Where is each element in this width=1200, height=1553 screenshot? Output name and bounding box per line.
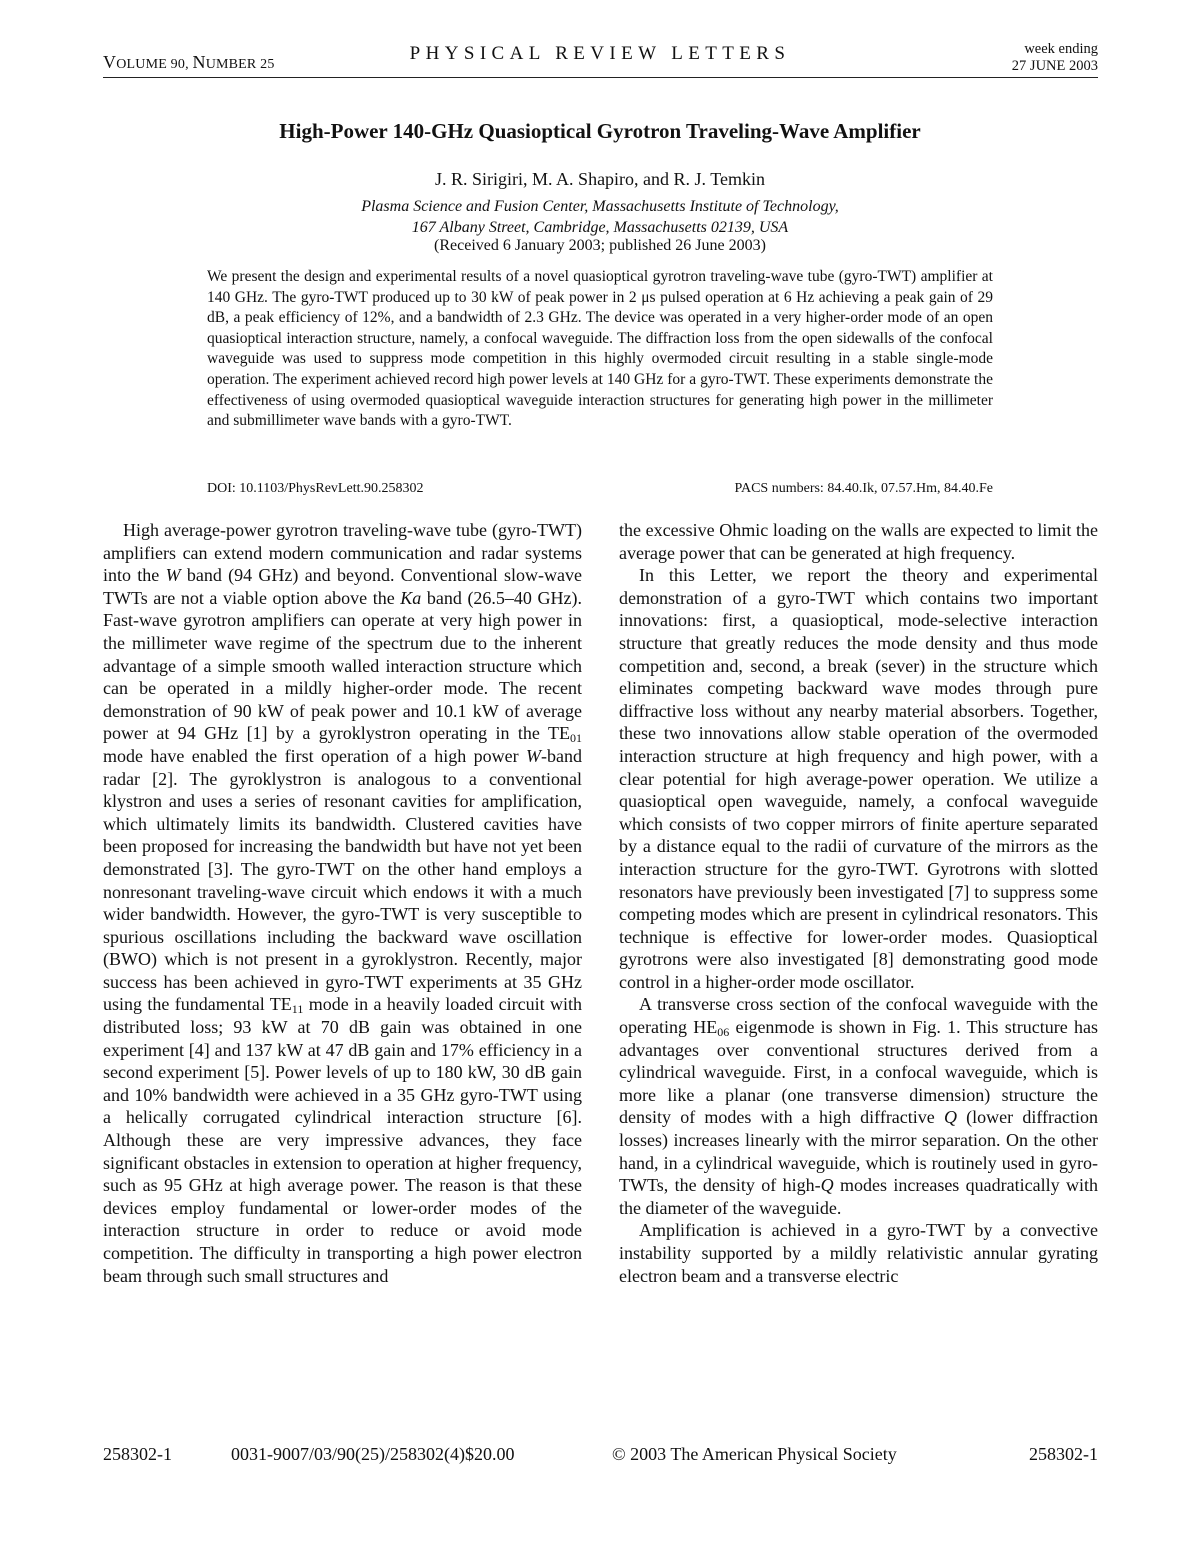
paragraph-amplification: Amplification is achieved in a gyro-TWT by a convective instability supported by a mildly relativistic annular gyrating electron beam and a transverse electric bbox=[619, 1220, 1098, 1286]
week-date: 27 JUNE 2003 bbox=[1011, 58, 1098, 74]
body-column-left bbox=[103, 519, 582, 1287]
paragraph-continued: the excessive Ohmic loading on the walls are expected to limit the average power that can be generated at high frequency. bbox=[619, 520, 1098, 563]
paragraph-this-letter: In this Letter, we report the theory and experimental demonstration of a gyro-TWT which contains two important innovations: first, a quasioptical, mode-selective interaction structure that greatly reduces the mode density and thus mode competition and, second, a break (sever) in the structure which eliminates competing backward wave modes through pure diffractive loss without any nearby material absorbers. Together, these two innovations allow stable operation of the overmoded interaction structure at high frequency and high power, with a clear potential for high average-power operation. We utilize a quasioptical open waveguide, namely, a confocal waveguide which consists of two copper mirrors of finite aperture separated by a distance equal to the radii of curvature of the mirrors as the interaction structure for the gyro-TWT. Gyrotrons with slotted resonators have previously been investigated [7] to suppress some competing modes which are present in cylindrical resonators. This technique is effective for lower-order modes. Quasioptical gyrotrons were also investigated [8] demonstrating good mode control in a higher-order mode oscillator. bbox=[619, 565, 1098, 992]
footer-code: 0031-9007/03/90(25)/258302(4)$20.00 bbox=[231, 1444, 515, 1464]
header-week bbox=[1012, 41, 1098, 75]
header-volume: VOLUME 90, NUMBER 25 bbox=[103, 52, 275, 72]
pacs-numbers: PACS numbers: 84.40.Ik, 07.57.Hm, 84.40.Fe bbox=[734, 481, 993, 496]
header-rule bbox=[103, 77, 1098, 78]
paragraph-intro: High average-power gyrotron traveling-wave tube (gyro-TWT) amplifiers can extend modern communication and radar systems into the W band (94 GHz) and beyond. Conventional slow-wave TWTs are not a viable option above the Ka band (26.5–40 GHz). Fast-wave gyrotron amplifiers can operate at very high power in the millimeter wave regime of the spectrum due to the inherent advantage of a simple smooth walled interaction structure which can be operated in a mildly higher-order mode. The recent demonstration of 90 kW of peak power and 10.1 kW of average power at 94 GHz [1] by a gyroklystron operating in the $TE_{01}$ mode have enabled the first operation of a high power W-band radar [2]. The gyroklystron is analogous to a conventional klystron and uses a series of resonant cavities for amplification, which ultimately limits its bandwidth. Clustered cavities have been proposed for increasing the bandwidth but have not yet been demonstrated [3]. The gyro-TWT on the other hand employs a nonresonant traveling-wave circuit which endows it with a much wider bandwidth. However, the gyro-TWT is very susceptible to spurious oscillations including the backward wave oscillation (BWO) which is not present in a gyroklystron. Recently, major success has been achieved in gyro-TWT experiments at 35 GHz using the fundamental $TE_{11}$ mode in a heavily loaded circuit with distributed loss; 93 kW at 70 dB gain was obtained in one experiment [4] and 137 kW at 47 dB gain and 17% efficiency in a second experiment [5]. Power levels of up to 180 kW, 30 dB gain and 10% bandwidth were achieved in a 35 GHz gyro-TWT using a helically corrugated cylindrical interaction structure [6]. Although these are very impressive advances, they face significant obstacles in extension to operation at higher frequency, such as 95 GHz at high average power. The reason is that these devices employ fundamental or lower-order modes of the interaction structure in order to reduce or avoid mode competition. The difficulty in transporting a high power electron beam through such small structures and bbox=[103, 520, 582, 1286]
abstract: We present the design and experimental results of a novel quasioptical gyrotron traveling-wave tube (gyro-TWT) amplifier at 140 GHz. The gyro-TWT produced up to 30 kW of peak power in 2 μs pulsed operation at 6 Hz achieving a peak gain of 29 dB, a peak efficiency of 12%, and a bandwidth of 2.3 GHz. The device was operated in a very higher-order mode of an open quasioptical interaction structure, namely, a confocal waveguide. The diffraction loss from the open sidewalls of the confocal waveguide was used to suppress mode competition in this highly overmoded circuit resulting in a stable single-mode operation. The experiment achieved record high power levels at 140 GHz for a gyro-TWT. These experiments demonstrate the effectiveness of using overmoded quasioptical waveguide interaction structures for generating high power in the millimeter and submillimeter wave bands with a gyro-TWT. bbox=[207, 268, 993, 430]
footer-page-right: 258302-1 bbox=[1029, 1444, 1098, 1464]
journal-name: PHYSICAL REVIEW LETTERS bbox=[409, 43, 791, 64]
week-label: week ending bbox=[1024, 41, 1098, 57]
affiliation-line-1: Plasma Science and Fusion Center, Massachusetts Institute of Technology, bbox=[361, 198, 839, 215]
footer-page-left: 258302-1 bbox=[103, 1444, 172, 1464]
body-column-right bbox=[619, 519, 1098, 1287]
affiliation-line-2: 167 Albany Street, Cambridge, Massachusetts 02139, USA bbox=[411, 219, 789, 236]
received-date: (Received 6 January 2003; published 26 June 2003) bbox=[434, 237, 766, 254]
doi: DOI: 10.1103/PhysRevLett.90.258302 bbox=[207, 481, 424, 496]
footer-copyright: © 2003 The American Physical Society bbox=[612, 1444, 897, 1464]
paper-title: High-Power 140-GHz Quasioptical Gyrotron Traveling-Wave Amplifier bbox=[279, 119, 921, 143]
affiliation bbox=[0, 196, 1200, 238]
authors: J. R. Sirigiri, M. A. Shapiro, and R. J. Temkin bbox=[435, 169, 765, 189]
paragraph-cross-section: A transverse cross section of the confocal waveguide with the operating $HE_{06}$ eigenmode is shown in Fig. 1. This structure has advantages over conventional structures derived from a cylindrical waveguide. First, in a confocal waveguide, which is more like a planar (one transverse dimension) structure the density of modes with a high diffractive Q (lower diffraction losses) increases linearly with the mirror separation. On the other hand, in a cylindrical waveguide, which is routinely used in gyro-TWTs, the density of high-Q modes increases quadratically with the diameter of the waveguide. bbox=[619, 994, 1099, 1218]
